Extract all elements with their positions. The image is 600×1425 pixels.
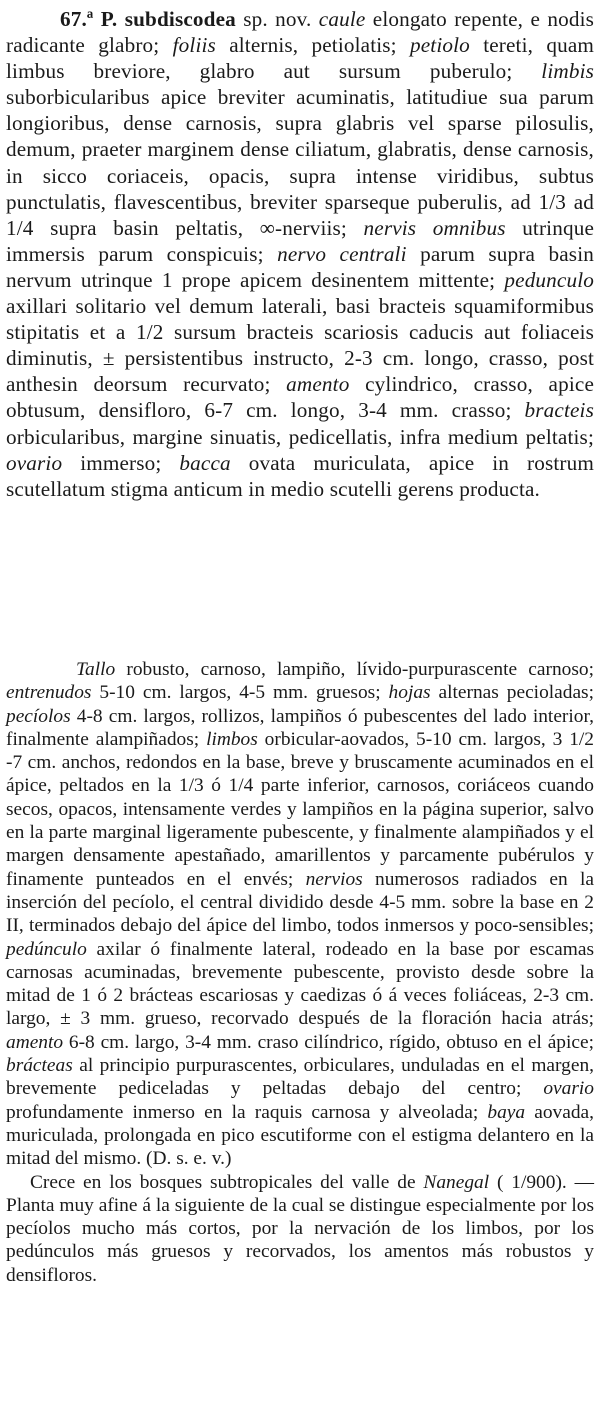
italic-term: limbos — [206, 728, 258, 750]
italic-term: entrenudos — [6, 682, 92, 704]
italic-term: amento — [286, 372, 350, 397]
italic-term: Nanegal — [423, 1171, 490, 1193]
italic-term: baya — [487, 1101, 526, 1123]
italic-term: petiolo — [410, 33, 470, 58]
text-run: immerso; — [62, 450, 180, 475]
italic-term: nervo centrali — [277, 241, 407, 266]
text-run: ad — [566, 189, 594, 214]
text-run: 5-10 cm. largos, 4-5 mm. gruesos; — [91, 682, 389, 704]
italic-term: nervios — [305, 868, 363, 890]
spanish-paragraph-description — [6, 658, 594, 1171]
text-run: alternis, petiolatis; — [215, 33, 410, 58]
text-run: parum supra basin nervum utrinque 1 prope apicem desinentem mittente; — [6, 241, 594, 292]
italic-term: ovario — [543, 1078, 594, 1100]
text-run: ( 1/900). — Planta muy afine á la siguiente de la cual se distingue especialmente por los pecíolos mucho más cortos, por la nervación de los limbos, por los pedúnculos más gruesos y recorvados, los amentos más robustos y densifloros. — [6, 1171, 594, 1286]
text-run: Crece en los bosques subtropicales del valle de — [30, 1171, 424, 1193]
text-run: sursum bracteis scariosis caducis aut foliaceis diminutis, ± persistentibus instructo, 2-3 cm. longo, crasso, post anthesin deorsum recurvato; — [6, 320, 594, 397]
latin-description — [6, 6, 594, 502]
text-run: orbicular-aovados, 5-10 cm. largos, 3 1/2 -7 cm. anchos, redondos en la base, breve y bruscamente acuminados en el ápice, peltados en la 1/3 ó 1/4 parte inferior, carnosos, coriáceos cuando secos, opacos, intensamente verdes y lampiños en la página superior, salvo en la parte marginal ligeramente pubescente, y finalmente alampiñados y el margen densamente apestañado, amarillentos y parcamente pubérulos y finamente punteados en el envés; — [6, 728, 594, 890]
italic-term: brácteas — [6, 1055, 73, 1077]
text-run: axillari solitario vel demum laterali, basi bracteis squamiformibus stipitatis et a — [6, 294, 594, 345]
italic-term: bacca — [179, 450, 231, 475]
text-run: 4-8 cm. largos, rollizos, lampiños ó pubescentes del lado interior, finalmente alampiñados; — [6, 705, 594, 750]
text-run: robusto, carnoso, lampiño, lívido-purpurascente carnoso; — [115, 659, 594, 680]
text-run: profundamente inmerso en la raquis carnosa y alveolada; — [6, 1101, 488, 1123]
italic-term: foliis — [172, 33, 216, 58]
spanish-description — [6, 658, 594, 1287]
italic-term: caule — [318, 7, 366, 31]
text-run: alternas pecioladas; — [430, 682, 594, 704]
text-run: axilar ó finalmente lateral, rodeado en la base por escamas carnosas acuminadas, brevemente pubescente, provisto desde sobre la mitad de 1 ó 2 brácteas escariosas y caedizas ó á veces foliáceas, 2-3 cm. largo, ± 3 mm. grueso, recorvado después de la floración hacia atrás; — [6, 938, 594, 1030]
italic-term: ovario — [6, 450, 63, 475]
text-run: tereti, quam limbus breviore, glabro aut sursum puberulo; — [6, 33, 595, 84]
text-run: supra basin peltatis, ∞-nerviis; — [33, 215, 364, 240]
italic-term: hojas — [388, 682, 431, 704]
text-run: 1/2 — [135, 320, 164, 345]
text-run: orbicularibus, margine sinuatis, pedicellatis, infra medium peltatis; — [6, 424, 594, 449]
spanish-paragraph-habitat — [6, 1171, 594, 1287]
italic-term: pedúnculo — [6, 938, 87, 960]
latin-paragraph — [6, 6, 594, 502]
text-run: aovada, muriculada, prolongada en pico escutiforme con el estigma delantero en la mitad del mismo. (D. s. e. v.) — [6, 1101, 594, 1170]
latin-body-text — [6, 7, 594, 501]
italic-term: limbis — [541, 59, 594, 84]
text-run: numerosos radiados en la inserción del pecíolo, el central dividido desde 4-5 mm. sobre la base en 2 II, terminados debajo del ápice del limbo, todos inmersos y poco-sensibles; — [6, 868, 595, 937]
text-run: cylindrico, crasso, apice obtusum, densifloro, 6-7 cm. longo, 3-4 mm. crasso; — [6, 372, 594, 423]
text-run: utrinque immersis parum conspicuis; — [6, 215, 594, 266]
italic-term: Tallo — [76, 659, 116, 680]
text-run: 1/4 — [6, 215, 34, 240]
italic-term: nervis omnibus — [363, 215, 506, 240]
italic-term: bracteis — [524, 398, 594, 423]
species-number: 67.ª — [60, 7, 94, 31]
text-run: ovata muriculata, apice in rostrum scutellatum stigma anticum in medio scutelli gerens producta. — [6, 450, 594, 501]
species-status: sp. nov. — [243, 7, 312, 31]
italic-term: pecíolos — [6, 705, 71, 727]
text-run: elongato repente, e nodis radicante glabro; — [6, 7, 594, 58]
text-run: 6-8 cm. largo, 3-4 mm. craso cilíndrico, rígido, obtuso en el ápice; — [63, 1031, 594, 1053]
italic-term: amento — [6, 1031, 64, 1053]
text-run: suborbicularibus apice breviter acuminatis, latitudiue sua parum longioribus, dense carnosis, supra glabris vel sparse pilosulis, demum, praeter marginem dense ciliatum, glabratis, dense carnosis, in sicco coriaceis, opacis, supra intense viridibus, subtus punctulatis, flavescentibus, breviter sparseque puberulis, ad — [6, 85, 594, 214]
text-run: al principio purpurascentes, orbiculares, unduladas en el margen, brevemente pediceladas y peltadas debajo del centro; — [6, 1055, 594, 1100]
italic-term: pedunculo — [504, 267, 594, 292]
species-name: P. subdiscodea — [100, 7, 236, 31]
text-run: 1/3 — [538, 189, 567, 214]
